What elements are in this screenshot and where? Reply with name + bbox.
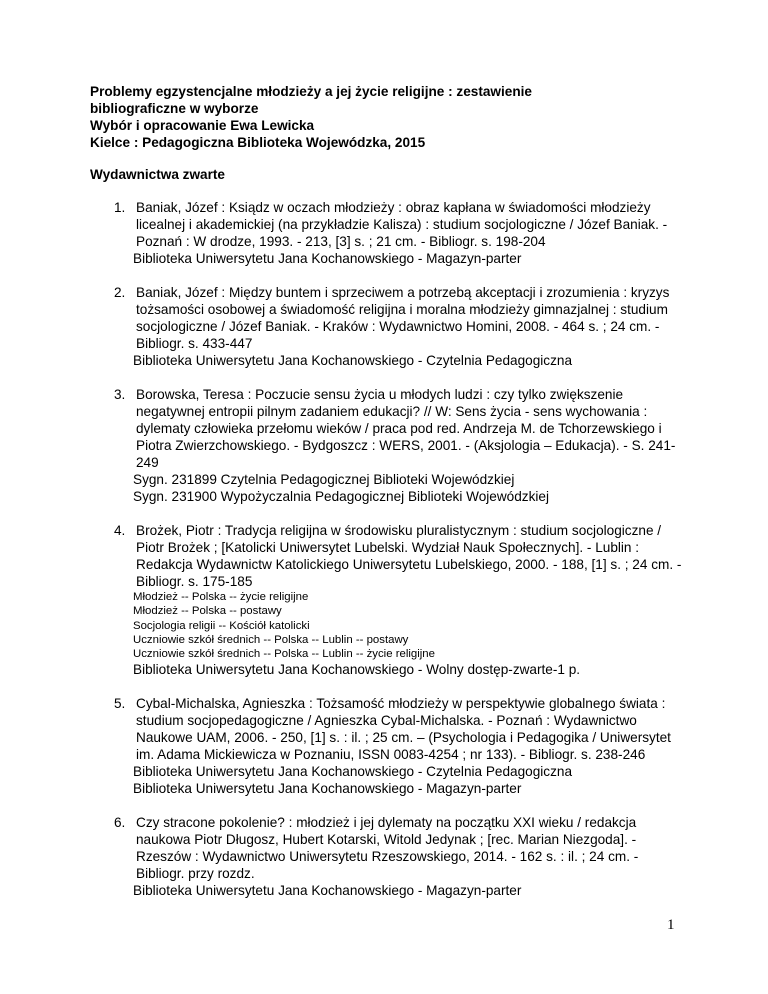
entry-location: Biblioteka Uniwersytetu Jana Kochanowskiego - Magazyn-parter bbox=[133, 781, 522, 797]
entry-citation: Borowska, Teresa : Poczucie sensu życia u młodych ludzi : czy tylko zwiększenie negatywnej entropii pilnym zadaniem edukacji? // W: Sens życia - sens wychowania : dylematy człowieka przełomu wieków / praca pod red. Andrzeja M. de Tchorzewskiego i Piotra Zwierzchowskiego. - Bydgoszcz : WERS, 2001. - (Aksjologia – Edukacja). - S. 241-249 bbox=[136, 387, 676, 470]
entry-number: 6. bbox=[114, 815, 126, 831]
entry-location: Sygn. 231899 Czytelnia Pedagogicznej Biblioteki Wojewódzkiej bbox=[133, 472, 515, 487]
entry-subject: Uczniowie szkół średnich -- Polska -- Lublin -- postawy bbox=[133, 633, 409, 646]
entry-location: Biblioteka Uniwersytetu Jana Kochanowskiego - Wolny dostęp-zwarte-1 p. bbox=[133, 662, 581, 678]
entry-citation: Czy stracone pokolenie? : młodzież i jej dylematy na początku XXI wieku / redakcja naukowa Piotr Długosz, Hubert Kotarski, Witold Jedynak ; [rec. Marian Niezgoda]. - Rzeszów : Wydawnictwo Uniwersytetu Rzeszowskiego, 2014. - 162 s. : il. ; 24 cm. - Bibliogr. przy rozdz. bbox=[136, 815, 639, 882]
entry-number: 2. bbox=[114, 285, 126, 300]
header-publisher-line: Kielce : Pedagogiczna Biblioteka Wojewódzka, 2015 bbox=[90, 135, 426, 150]
entry-citation: Brożek, Piotr : Tradycja religijna w środowisku pluralistycznym : studium socjologiczne / Piotr Brożek ; [Katolicki Uniwersytet Lubelski. Wydział Nauk Społecznych]. - Lublin : Redakcja Wydawnictw Katolickiego Uniwersytetu Lubelskiego, 2000. - 188, [1] s. ; 24 cm. - Bibliogr. s. 175-185 bbox=[136, 523, 682, 589]
entry-number: 1. bbox=[114, 200, 126, 215]
header-title-line-1: Problemy egzystencjalne młodzieży a jej życie religijne : zestawienie bbox=[90, 84, 532, 99]
entry-citation: Baniak, Józef : Ksiądz w oczach młodzieży : obraz kapłana w świadomości młodzieży licealnej i akademickiej (na przykładzie Kalisza) : studium socjologiczne / Józef Baniak. - Poznań : W drodze, 1993. - 213, [3] s. ; 21 cm. - Bibliogr. s. 198-204 bbox=[136, 200, 668, 249]
bibliography-entry bbox=[90, 199, 690, 267]
document-header bbox=[90, 83, 710, 151]
entry-citation: Cybal-Michalska, Agnieszka : Tożsamość młodzieży w perspektywie globalnego świata : studium socjopedagogiczne / Agnieszka Cybal-Michalska. - Poznań : Wydawnictwo Naukowe UAM, 2006. - 250, [1] s. : il. ; 25 cm. – (Psychologia i Pedagogika / Uniwersytet im. Adama Mickiewicza w Poznaniu, ISSN 0083-4254 ; nr 133). - Bibliogr. s. 238-246 bbox=[136, 696, 671, 763]
entry-location: Sygn. 231900 Wypożyczalnia Pedagogicznej Biblioteki Wojewódzkiej bbox=[133, 489, 549, 504]
bibliography-entry bbox=[90, 522, 690, 678]
entry-subject: Młodzież -- Polska -- życie religijne bbox=[133, 591, 309, 603]
entry-location: Biblioteka Uniwersytetu Jana Kochanowskiego - Magazyn-parter bbox=[133, 883, 522, 899]
bibliography-entry bbox=[90, 386, 690, 505]
header-author-line: Wybór i opracowanie Ewa Lewicka bbox=[90, 118, 315, 133]
bibliography-entry bbox=[90, 695, 690, 797]
entry-location: Biblioteka Uniwersytetu Jana Kochanowskiego - Magazyn-parter bbox=[133, 251, 522, 266]
entry-subject: Młodzież -- Polska -- postawy bbox=[133, 605, 282, 618]
entry-subject: Uczniowie szkół średnich -- Polska -- Lublin -- życie religijne bbox=[133, 648, 435, 661]
bibliography-entry bbox=[90, 284, 690, 369]
entry-subject: Socjologia religii -- Kościół katolicki bbox=[133, 619, 310, 632]
section-title: Wydawnictwa zwarte bbox=[90, 167, 225, 182]
header-title-line-2: bibliograficzne w wyborze bbox=[90, 101, 259, 116]
entry-citation: Baniak, Józef : Między buntem i sprzeciwem a potrzebą akceptacji i zrozumienia : kryzys tożsamości osobowej a świadomość religijna i moralna młodzieży gimnazjalnej : studium socjologiczne / Józef Baniak. - Kraków : Wydawnictwo Homini, 2008. - 464 s. ; 24 cm. - Bibliogr. s. 433-447 bbox=[136, 285, 670, 351]
entry-number: 5. bbox=[114, 696, 126, 712]
page-number: 1 bbox=[667, 917, 675, 933]
entry-number: 3. bbox=[114, 387, 126, 402]
entry-location: Biblioteka Uniwersytetu Jana Kochanowskiego - Czytelnia Pedagogiczna bbox=[133, 764, 573, 780]
entry-location: Biblioteka Uniwersytetu Jana Kochanowskiego - Czytelnia Pedagogiczna bbox=[133, 353, 573, 368]
entry-number: 4. bbox=[114, 523, 126, 538]
bibliography-entry bbox=[90, 814, 690, 899]
bibliography-list bbox=[90, 199, 690, 916]
